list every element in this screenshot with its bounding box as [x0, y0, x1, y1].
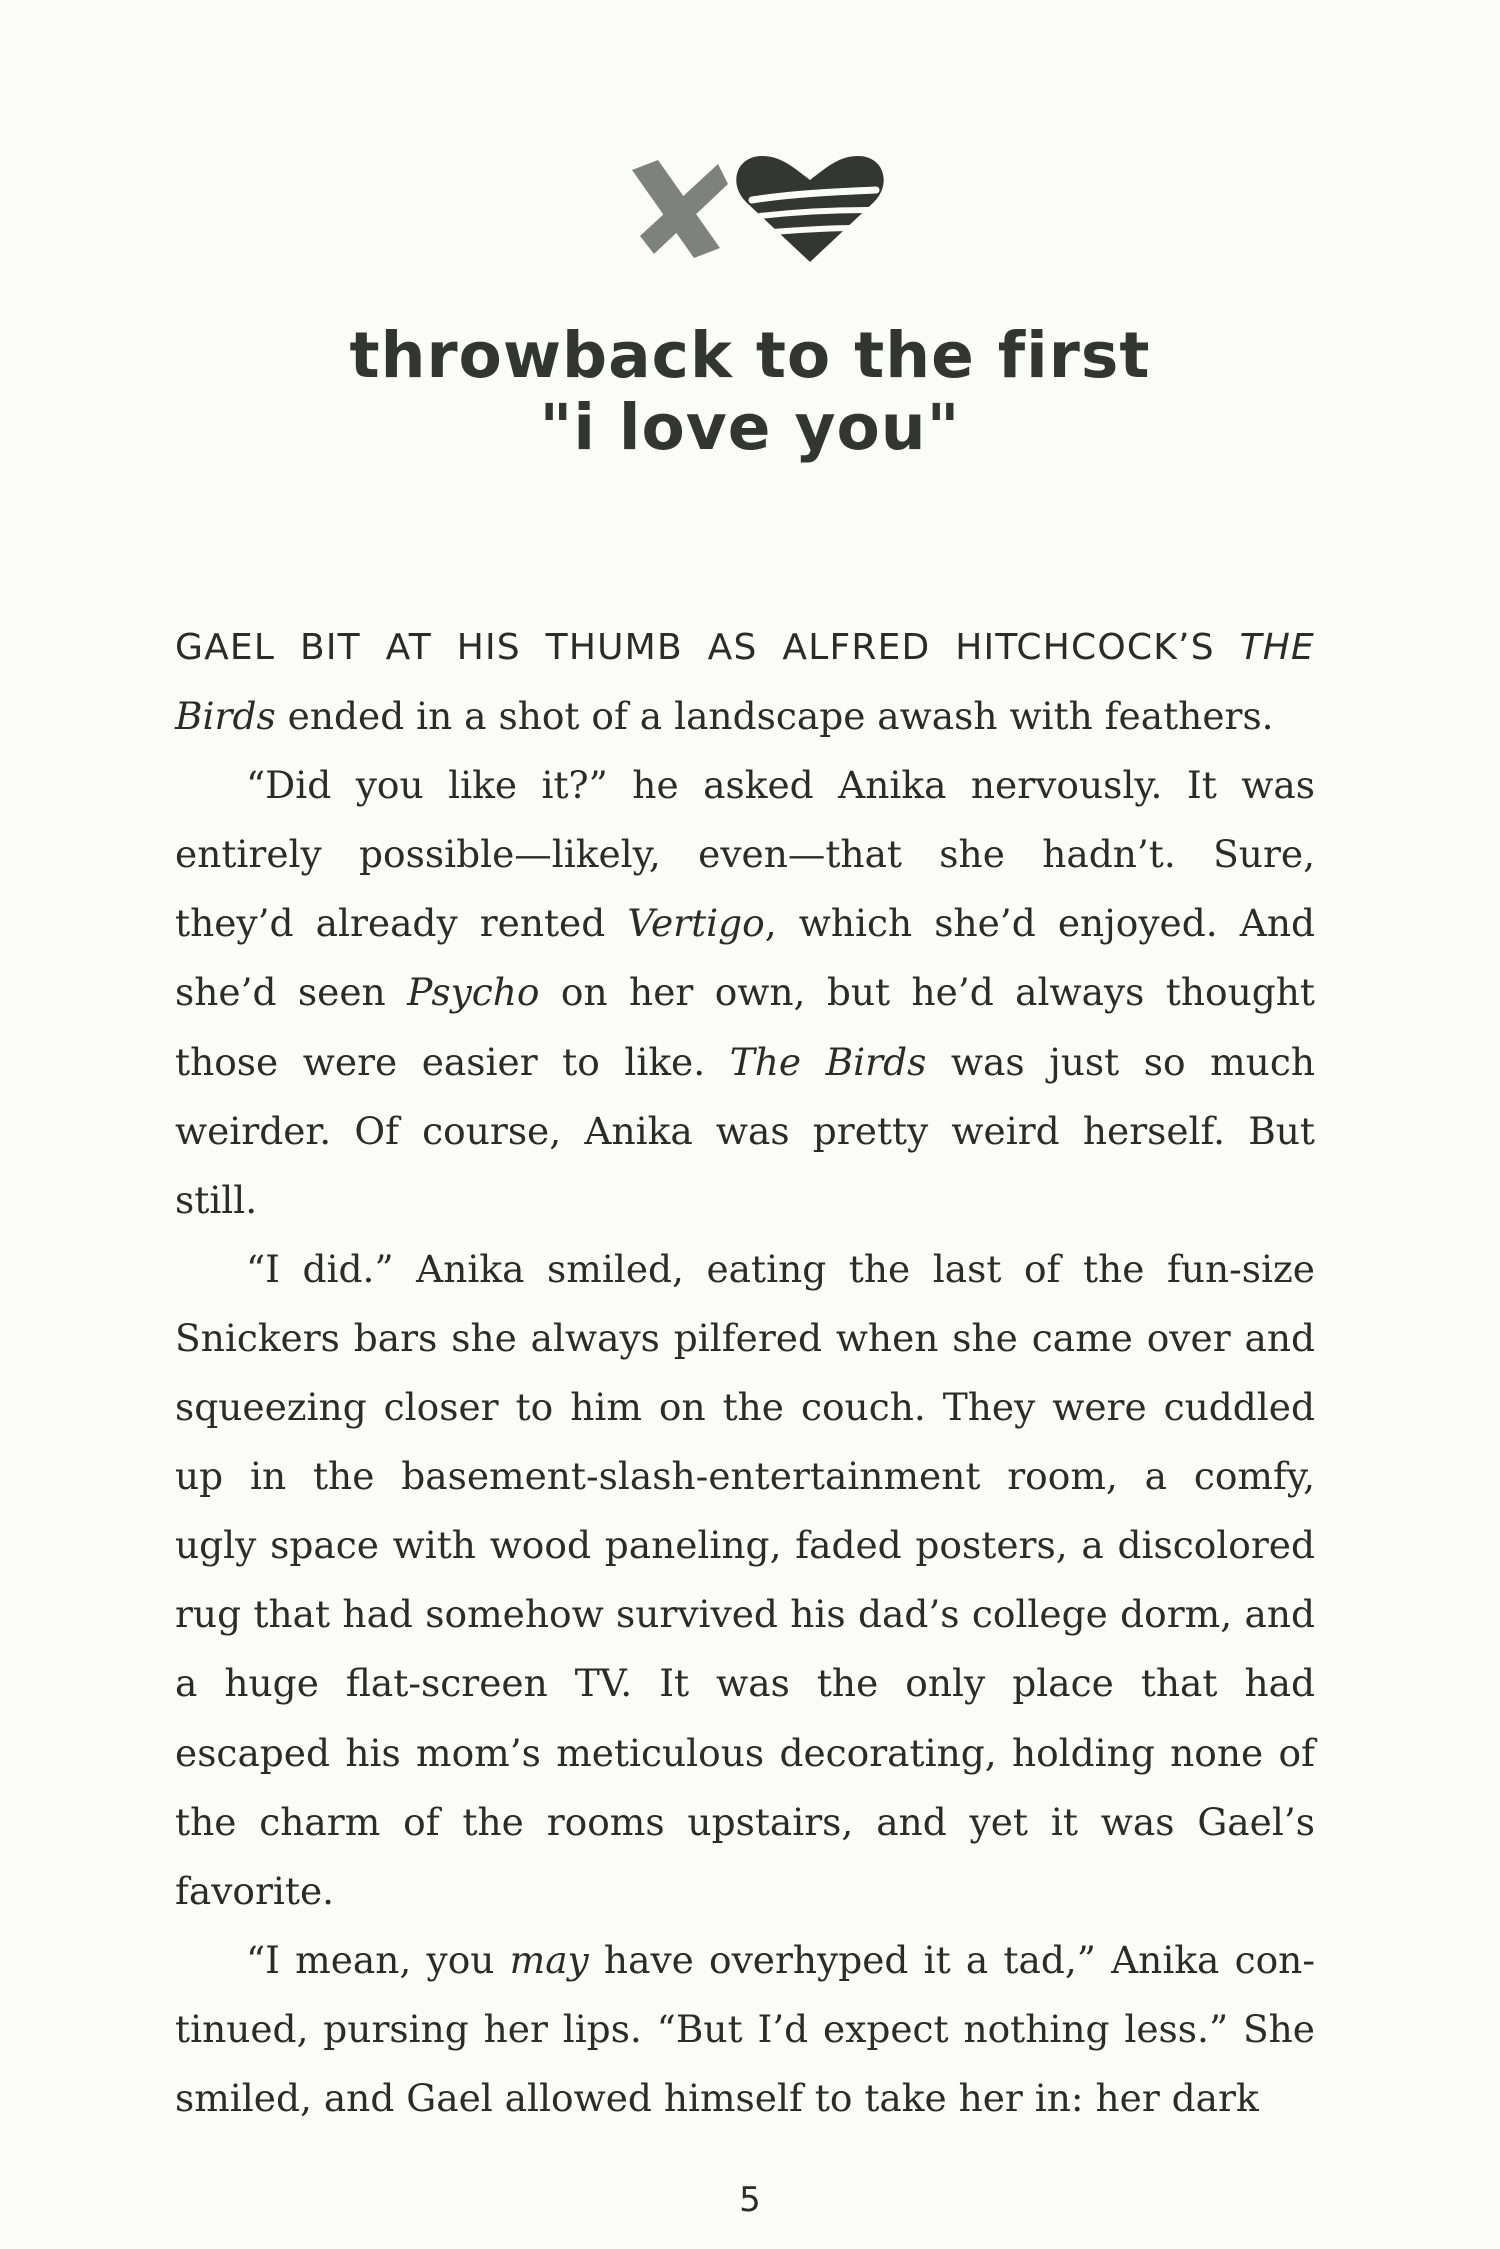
- striped-heart-icon: [736, 156, 883, 262]
- paragraph-text: have overhyped it a tad,” Anika continued, pursing her lips. “But I’d expect nothing less.” She smiled, and Gael allowed himself to take her in: her dark: [175, 1937, 1315, 2120]
- opening-small-caps-italic: THE: [1239, 627, 1315, 668]
- emphasis: may: [509, 1937, 589, 1982]
- x-mark-icon: [632, 160, 728, 258]
- paragraph-2: [175, 751, 1315, 1235]
- paragraph-text: on her own, but he’d always thought those were easier to like.: [175, 970, 1315, 1084]
- paragraph-text: “I mean, you: [246, 1937, 510, 1982]
- paragraph-text: ended in a shot of a landscape awash with feathers.: [275, 694, 1274, 739]
- paragraph-4: [175, 1926, 1315, 2133]
- film-title: Birds: [175, 694, 276, 739]
- paragraph-1: [175, 612, 1315, 751]
- film-title: The Birds: [729, 1039, 927, 1084]
- paragraph-text: , which she’d enjoyed. And she’d seen: [175, 901, 1315, 1015]
- paragraph-text: was just so much weirder. Of course, Anika was pretty weird herself. But still.: [175, 1039, 1315, 1222]
- chapter-title: [0, 320, 1500, 464]
- paragraph-3: “I did.” Anika smiled, eating the last of the fun-size Snickers bars she always pilfered when she came over and squeezing closer to him on the couch. They were cuddled up in the basement-slash-entertainment room, a comfy, ugly space with wood paneling, faded posters, a discolored rug that had somehow survived his dad’s college dorm, and a huge flat-screen TV. It was the only place that had escaped his mom’s meticulous decorating, holding none of the charm of the rooms upstairs, and yet it was Gael’s favorite.: [175, 1246, 1315, 1913]
- page-number: 5: [739, 2180, 761, 2220]
- paragraph-text: “Did you like it?” he asked Anika nervously. It was entirely possible—likely, even—that she hadn’t. Sure, they’d already rented: [175, 763, 1315, 946]
- film-title: Psycho: [407, 970, 540, 1015]
- chapter-title-line-1: throwback to the first: [349, 319, 1151, 392]
- film-title: Vertigo: [627, 901, 765, 946]
- opening-small-caps: GAEL BIT AT HIS THUMB AS ALFRED HITCHCOCK’S: [175, 627, 1240, 668]
- chapter-body: [175, 612, 1315, 2133]
- chapter-ornament: [620, 150, 890, 280]
- chapter-title-line-2: "i love you": [539, 391, 961, 464]
